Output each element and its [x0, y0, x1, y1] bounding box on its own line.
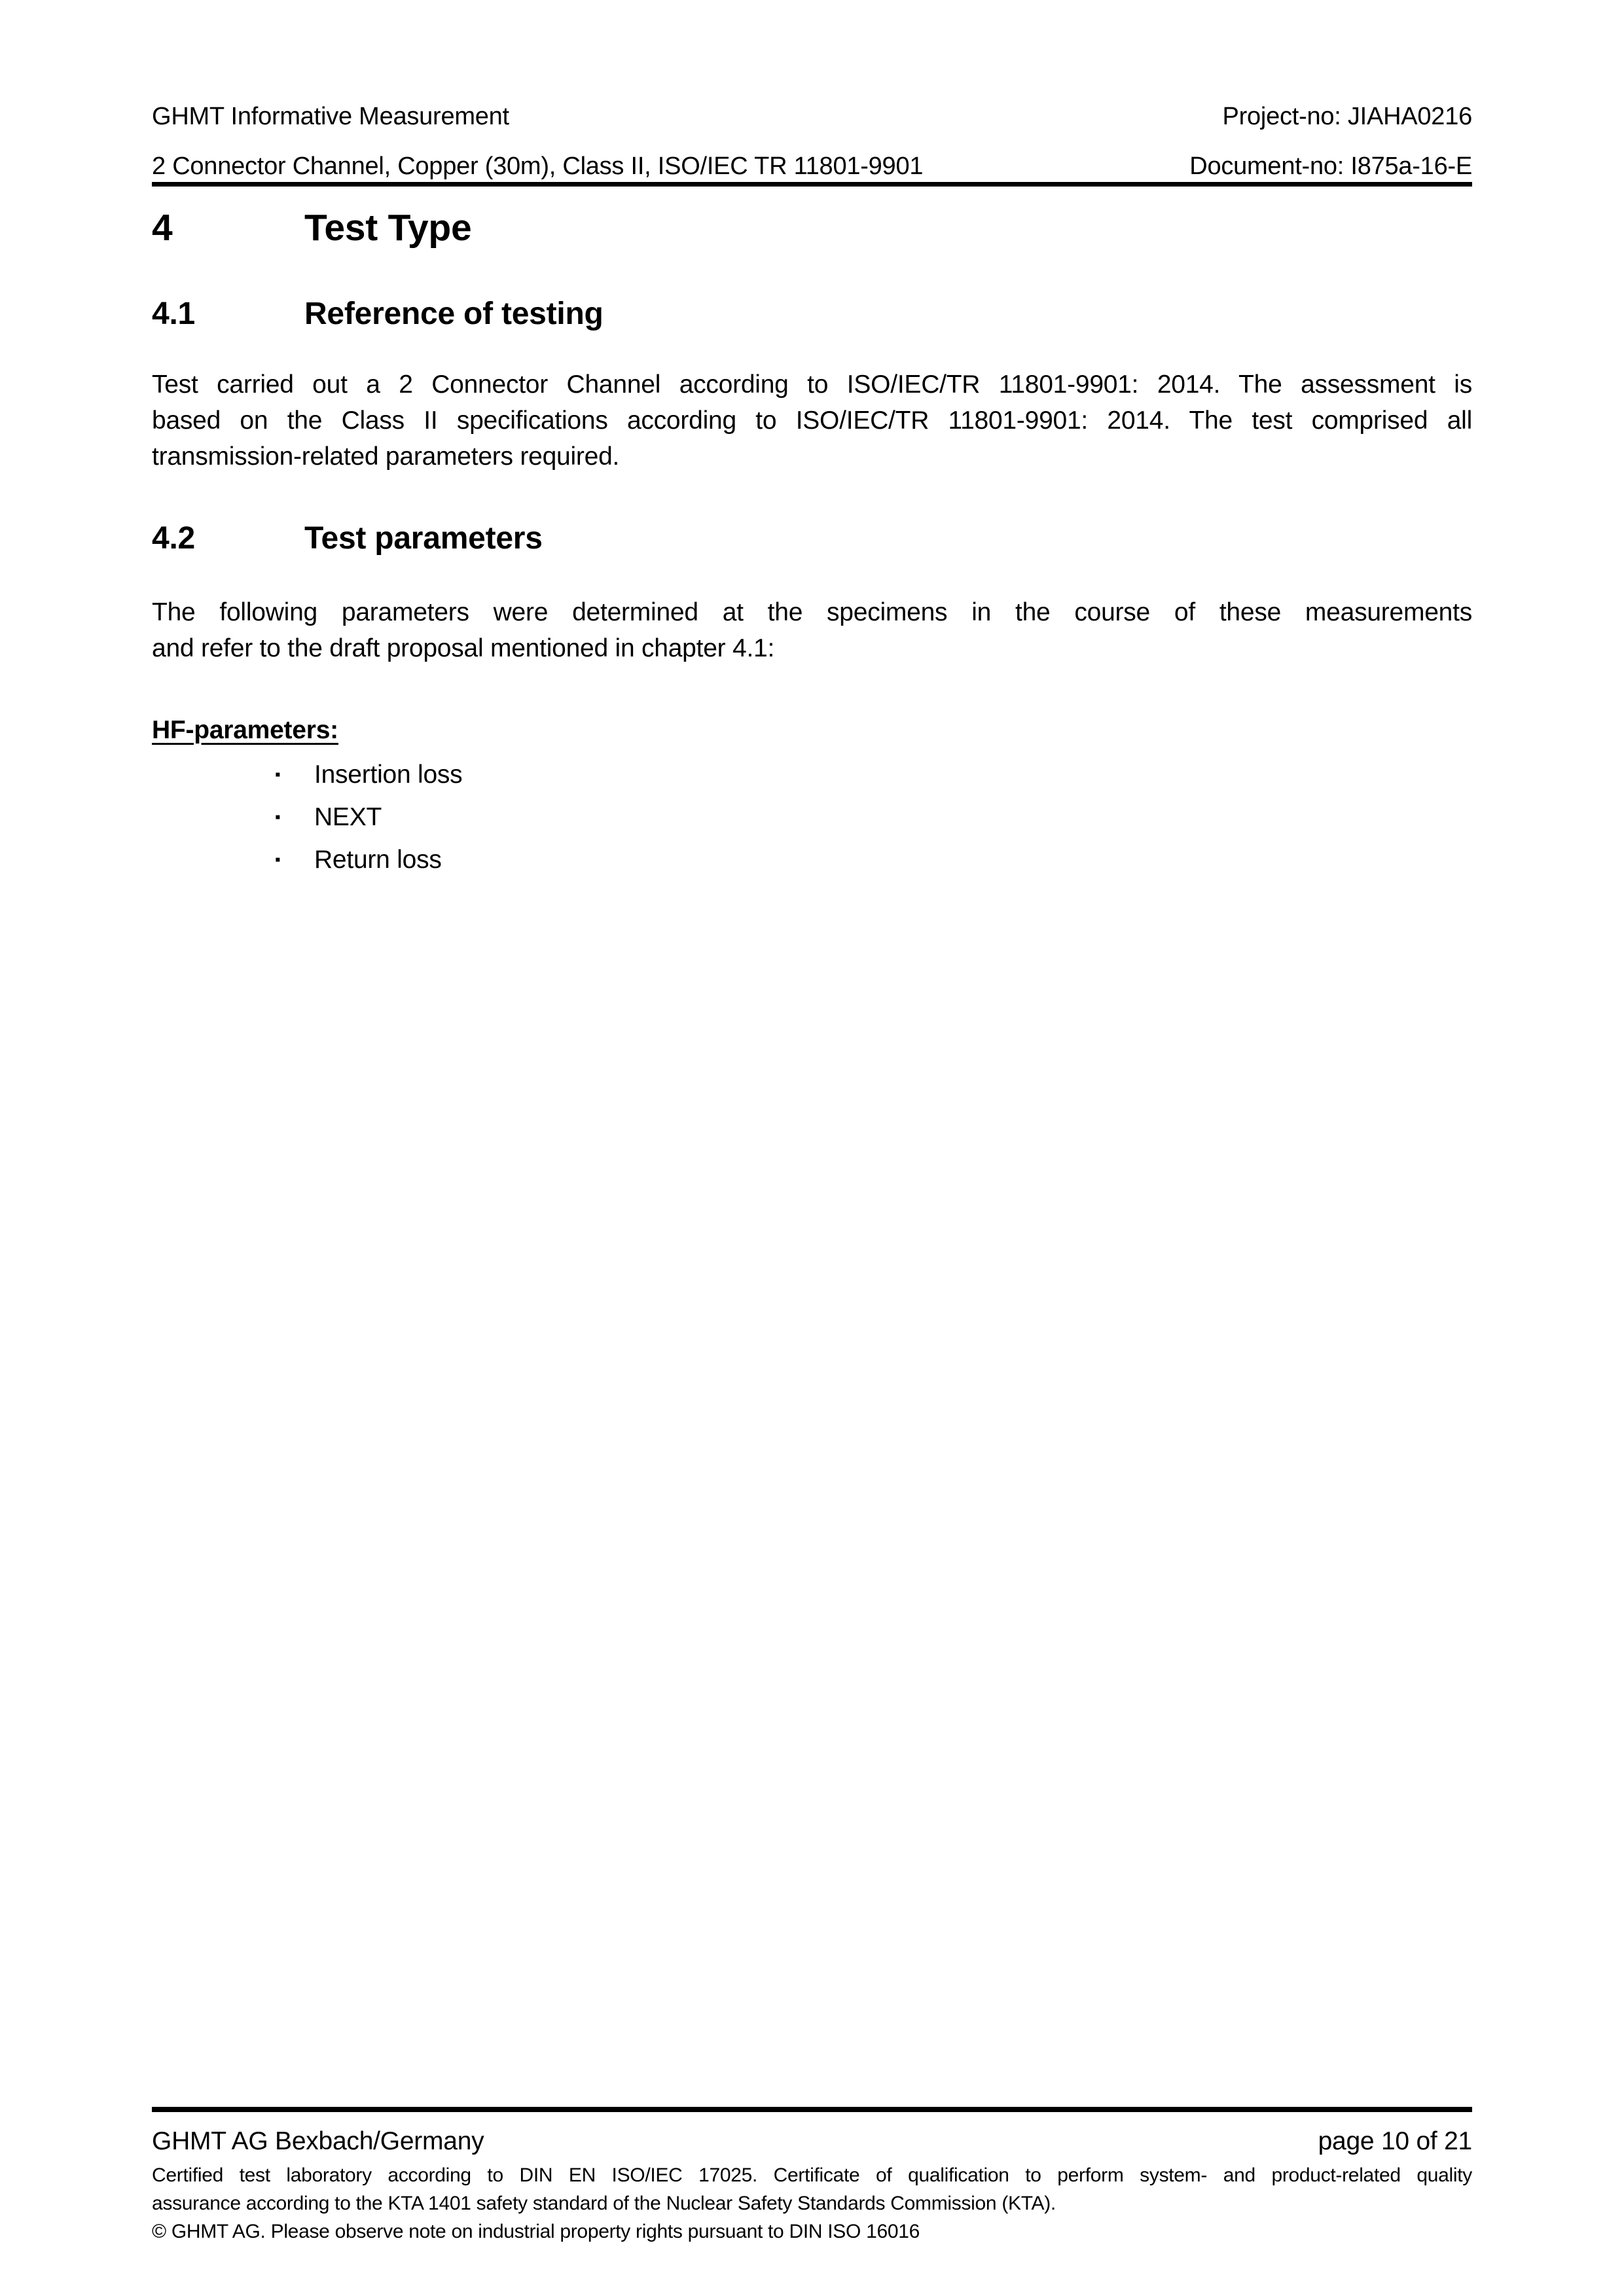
footer-copyright: © GHMT AG. Please observe note on industrial property rights pursuant to DIN ISO 16016 — [152, 2221, 920, 2242]
paragraph-line: and refer to the draft proposal mentioned in chapter 4.1: — [152, 634, 775, 662]
hf-parameters-heading: HF-parameters: — [152, 716, 338, 744]
list-item-label: NEXT — [314, 803, 382, 831]
chapter-heading — [152, 207, 1472, 249]
header-project-no: Project-no: JIAHA0216 — [1222, 103, 1472, 130]
list-item — [152, 846, 1472, 874]
list-item-label: Return loss — [314, 846, 442, 874]
paragraph-line: transmission-related parameters required. — [152, 442, 620, 471]
section-4-1-heading — [152, 296, 1472, 332]
bullet-square-icon: ▪ — [275, 766, 281, 783]
page-footer — [152, 2126, 1472, 2157]
list-item — [152, 803, 1472, 832]
paragraph-line: Test carried out a 2 Connector Channel according to ISO/IEC/TR 11801-9901: 2014. The assessment is — [152, 370, 1472, 399]
section-4-1-paragraph — [152, 367, 1472, 475]
section-4-2-number: 4.2 — [152, 521, 196, 556]
footer-certification-line: Certified test laboratory according to DIN EN ISO/IEC 17025. Certificate of qualification to perform system- and product-related quality — [152, 2164, 1472, 2186]
footer-company: GHMT AG Bexbach/Germany — [152, 2127, 484, 2155]
list-item-label: Insertion loss — [314, 761, 463, 789]
bullet-square-icon: ▪ — [275, 851, 281, 869]
footer-certification-line: assurance according to the KTA 1401 safety standard of the Nuclear Safety Standards Commission (KTA). — [152, 2193, 1056, 2214]
section-4-2-title: Test parameters — [304, 521, 543, 556]
chapter-number: 4 — [152, 207, 173, 249]
section-4-1-title: Reference of testing — [304, 296, 604, 331]
header-subtitle: 2 Connector Channel, Copper (30m), Class II, ISO/IEC TR 11801-9901 — [152, 152, 924, 180]
paragraph-line: The following parameters were determined at the specimens in the course of these measurements — [152, 598, 1472, 626]
header-title: GHMT Informative Measurement — [152, 103, 509, 130]
footer-page-number: page 10 of 21 — [1318, 2127, 1472, 2155]
footer-certification-note — [152, 2161, 1472, 2217]
section-4-1-number: 4.1 — [152, 296, 196, 331]
header-document-no: Document-no: I875a-16-E — [1189, 152, 1472, 180]
bullet-square-icon: ▪ — [275, 808, 281, 826]
footer-rule — [152, 2107, 1472, 2112]
header-rule — [152, 182, 1472, 187]
section-4-2-paragraph — [152, 594, 1472, 666]
list-item — [152, 761, 1472, 789]
hf-parameters-list — [152, 761, 1472, 888]
section-4-2-heading — [152, 520, 1472, 557]
page-header — [152, 101, 1472, 181]
paragraph-line: based on the Class II specifications according to ISO/IEC/TR 11801-9901: 2014. The test comprised all — [152, 406, 1472, 435]
chapter-title: Test Type — [304, 207, 472, 249]
